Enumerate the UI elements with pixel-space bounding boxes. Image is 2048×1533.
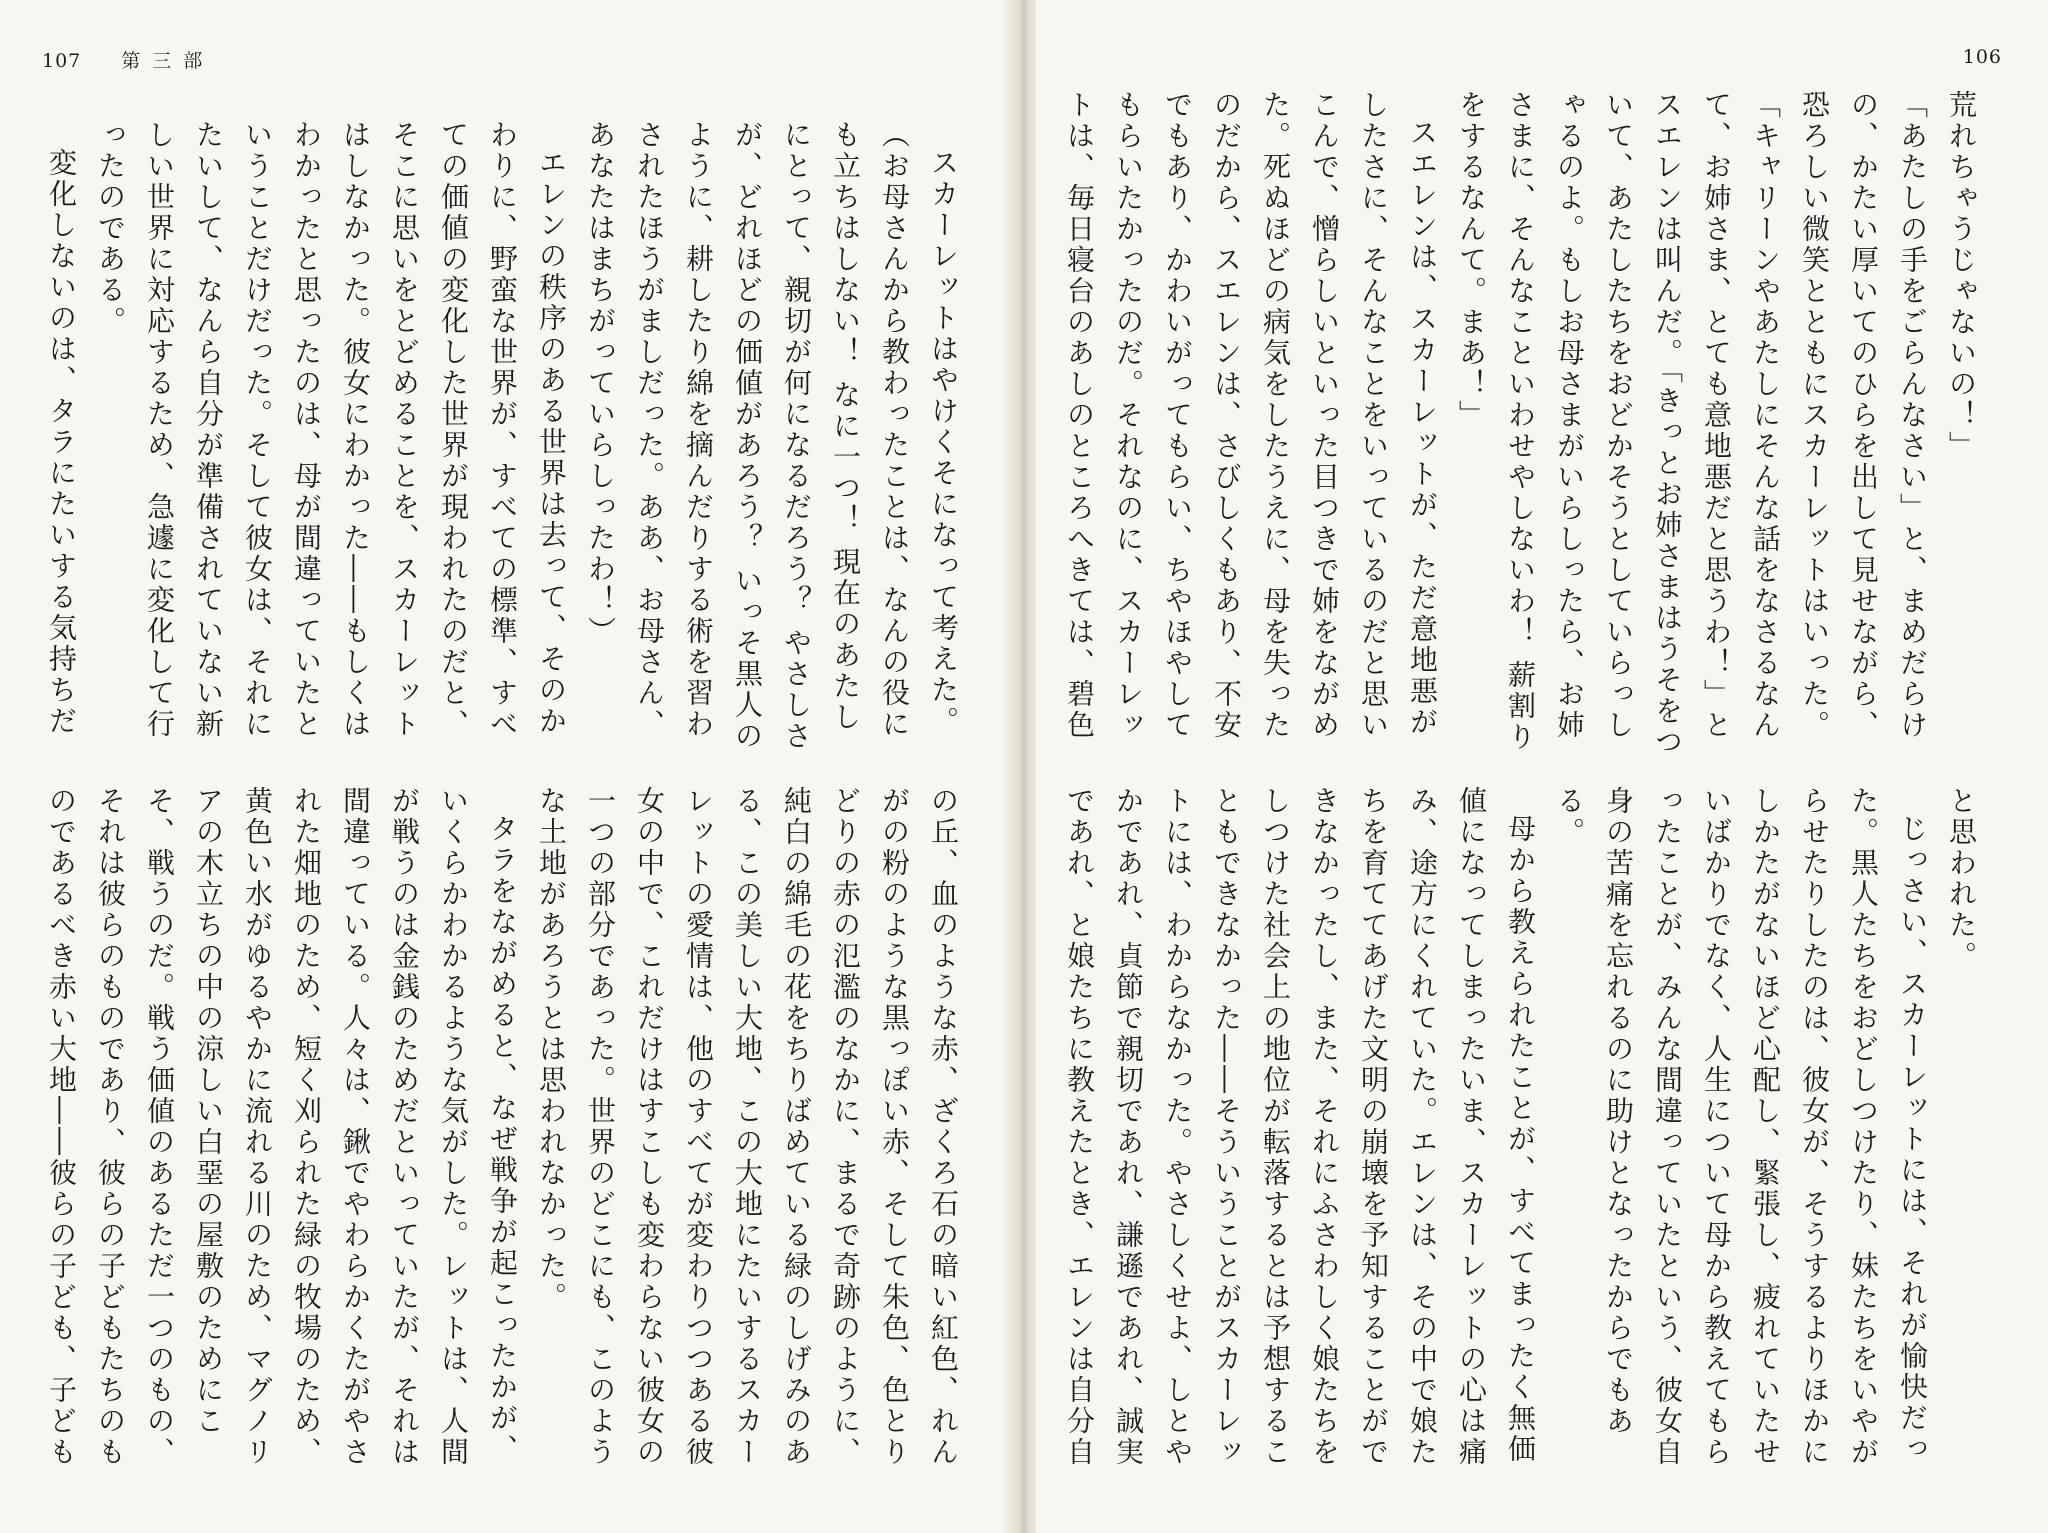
left-page-top-text — [38, 120, 968, 760]
paragraph: スカーレットはやけくそになって考えた。（お母さんから教わったことは、なんの役にも立ちはしない！ なに一つ！ 現在のあたしにとって、親切が何になるだろう？ やさしさが、どれほどの価値があろう？ いっそ黒人のように、耕したり綿を摘んだりする術を習わされたほうがましだった。ああ、お母さん、あなたはまちがっていらしったわ！） — [584, 120, 960, 752]
left-page — [0, 0, 1012, 1533]
left-page-header — [42, 46, 214, 73]
paragraph: 母から教えられたことが、すべてまったく無価値になってしまったいま、スカーレットの心は痛み、途方にくれていた。エレンは、その中で娘たちを育ててあげた文明の崩壊を予知することができなかったし、また、それにふさわしく娘たちをしつけた社会上の地位が転落するとは予想することもできなかった――そういうことがスカーレットには、わからなかった。やさしくせよ、しとやかであれ、貞節で親切であれ、謙遜であれ、誠実であれ、と娘たちに教えたとき、エレンは自分自 — [1063, 786, 1537, 1468]
paragraph: の丘、血のような赤、ざくろ石の暗い紅色、れんがの粉のような黒っぽい赤、そして朱色、色とりどりの赤の氾濫のなかに、まるで奇跡のように、純白の綿毛の花をちりばめている緑のしげみのある、この美しい大地、この大地にたいするスカーレットの愛情は、他のすべてが変わりつつある彼女の中で、これだけはすこしも変わらない彼女の一つの部分であった。世界のどこにも、このような土地があろうとは思われなかった。 — [535, 786, 960, 1468]
paragraph: 「キャリーンやあたしにそんな話をなさるなんて、お姉さま、とても意地悪だと思うわ！」とスエレンは叫んだ。「きっとお姉さまはうそをついて、あたしたちをおどかそうとしていらっしゃるのよ。もしお母さまがいらしったら、お姉さまに、そんなこといわせやしないわ！ 薪割りをするなんて。まあ！」 — [1455, 90, 1782, 758]
page-number-left: 107 — [42, 50, 82, 72]
paragraph: 変化しないのは、タラにたいする気持ちだ — [45, 148, 78, 737]
right-page — [1036, 0, 2048, 1533]
paragraph: 「あたしの手をごらんなさい」と、まめだらけの、かたい厚いてのひらを出して見せながら、恐ろしい微笑とともにスカーレットはいった。 — [1798, 90, 1929, 741]
paragraph: と思われた。 — [1945, 786, 1978, 972]
right-page-top-text — [1056, 90, 1986, 760]
right-page-bottom-text — [1056, 786, 1986, 1486]
paragraph: タラをながめると、なぜ戦争が起こったかが、いくらかわかるような気がした。レットは、人間が戦うのは金銭のためだといっていたが、それは間違っている。人々は、鍬でやわらかくたがやされた畑地のため、短く刈られた緑の牧場のため、黄色い水がゆるやかに流れる川のため、マグノリアの木立ちの中の涼しい白堊の屋敷のためにこそ、戦うのだ。戦う価値のあるただ一つのもの、それは彼らのものであり、彼らの子どもたちのものであるべき赤い大地――彼らの子ども、子ども — [45, 786, 519, 1468]
paragraph: 荒れちゃうじゃないの！」 — [1945, 90, 1978, 462]
left-page-bottom-text — [38, 786, 968, 1486]
paragraph: じっさい、スカーレットには、それが愉快だった。黒人たちをおどしつけたり、妹たちをいやがらせたりしたのは、彼女が、そうするよりほかにしかたがないほど心配し、緊張し、疲れていたせいばかりでなく、人生について母から教えてもらったことが、みんな間違っていたという、彼女自身の苦痛を忘れるのに助けとなったからでもある。 — [1553, 786, 1929, 1468]
paragraph: スエレンは、スカーレットが、ただ意地悪がしたさに、そんなことをいっているのだと思いこんで、憎らしいといった目つきで姉をながめた。死ぬほどの病気をしたうえに、母を失ったのだから、スエレンは、さびしくもあり、不安でもあり、かわいがってもらい、ちやほやしてもらいたかったのだ。それなのに、スカーレットは、毎日寝台のあしのところへきては、碧色 — [1063, 90, 1439, 741]
right-page-header — [1963, 46, 2002, 68]
paragraph: エレンの秩序のある世界は去って、そのかわりに、野蛮な世界が、すべての標準、すべての価値の変化した世界が現われたのだと、そこに思いをとどめることを、スカーレットはしなかった。彼女にわかった――もしくはわかったと思ったのは、母が間違っていたということだけだった。そして彼女は、それにたいして、なんら自分が準備されていない新しい世界に対応するため、急遽に変化して行ったのである。 — [94, 120, 568, 740]
section-title: 第三部 — [121, 50, 215, 72]
page-number-right: 106 — [1962, 46, 2002, 68]
